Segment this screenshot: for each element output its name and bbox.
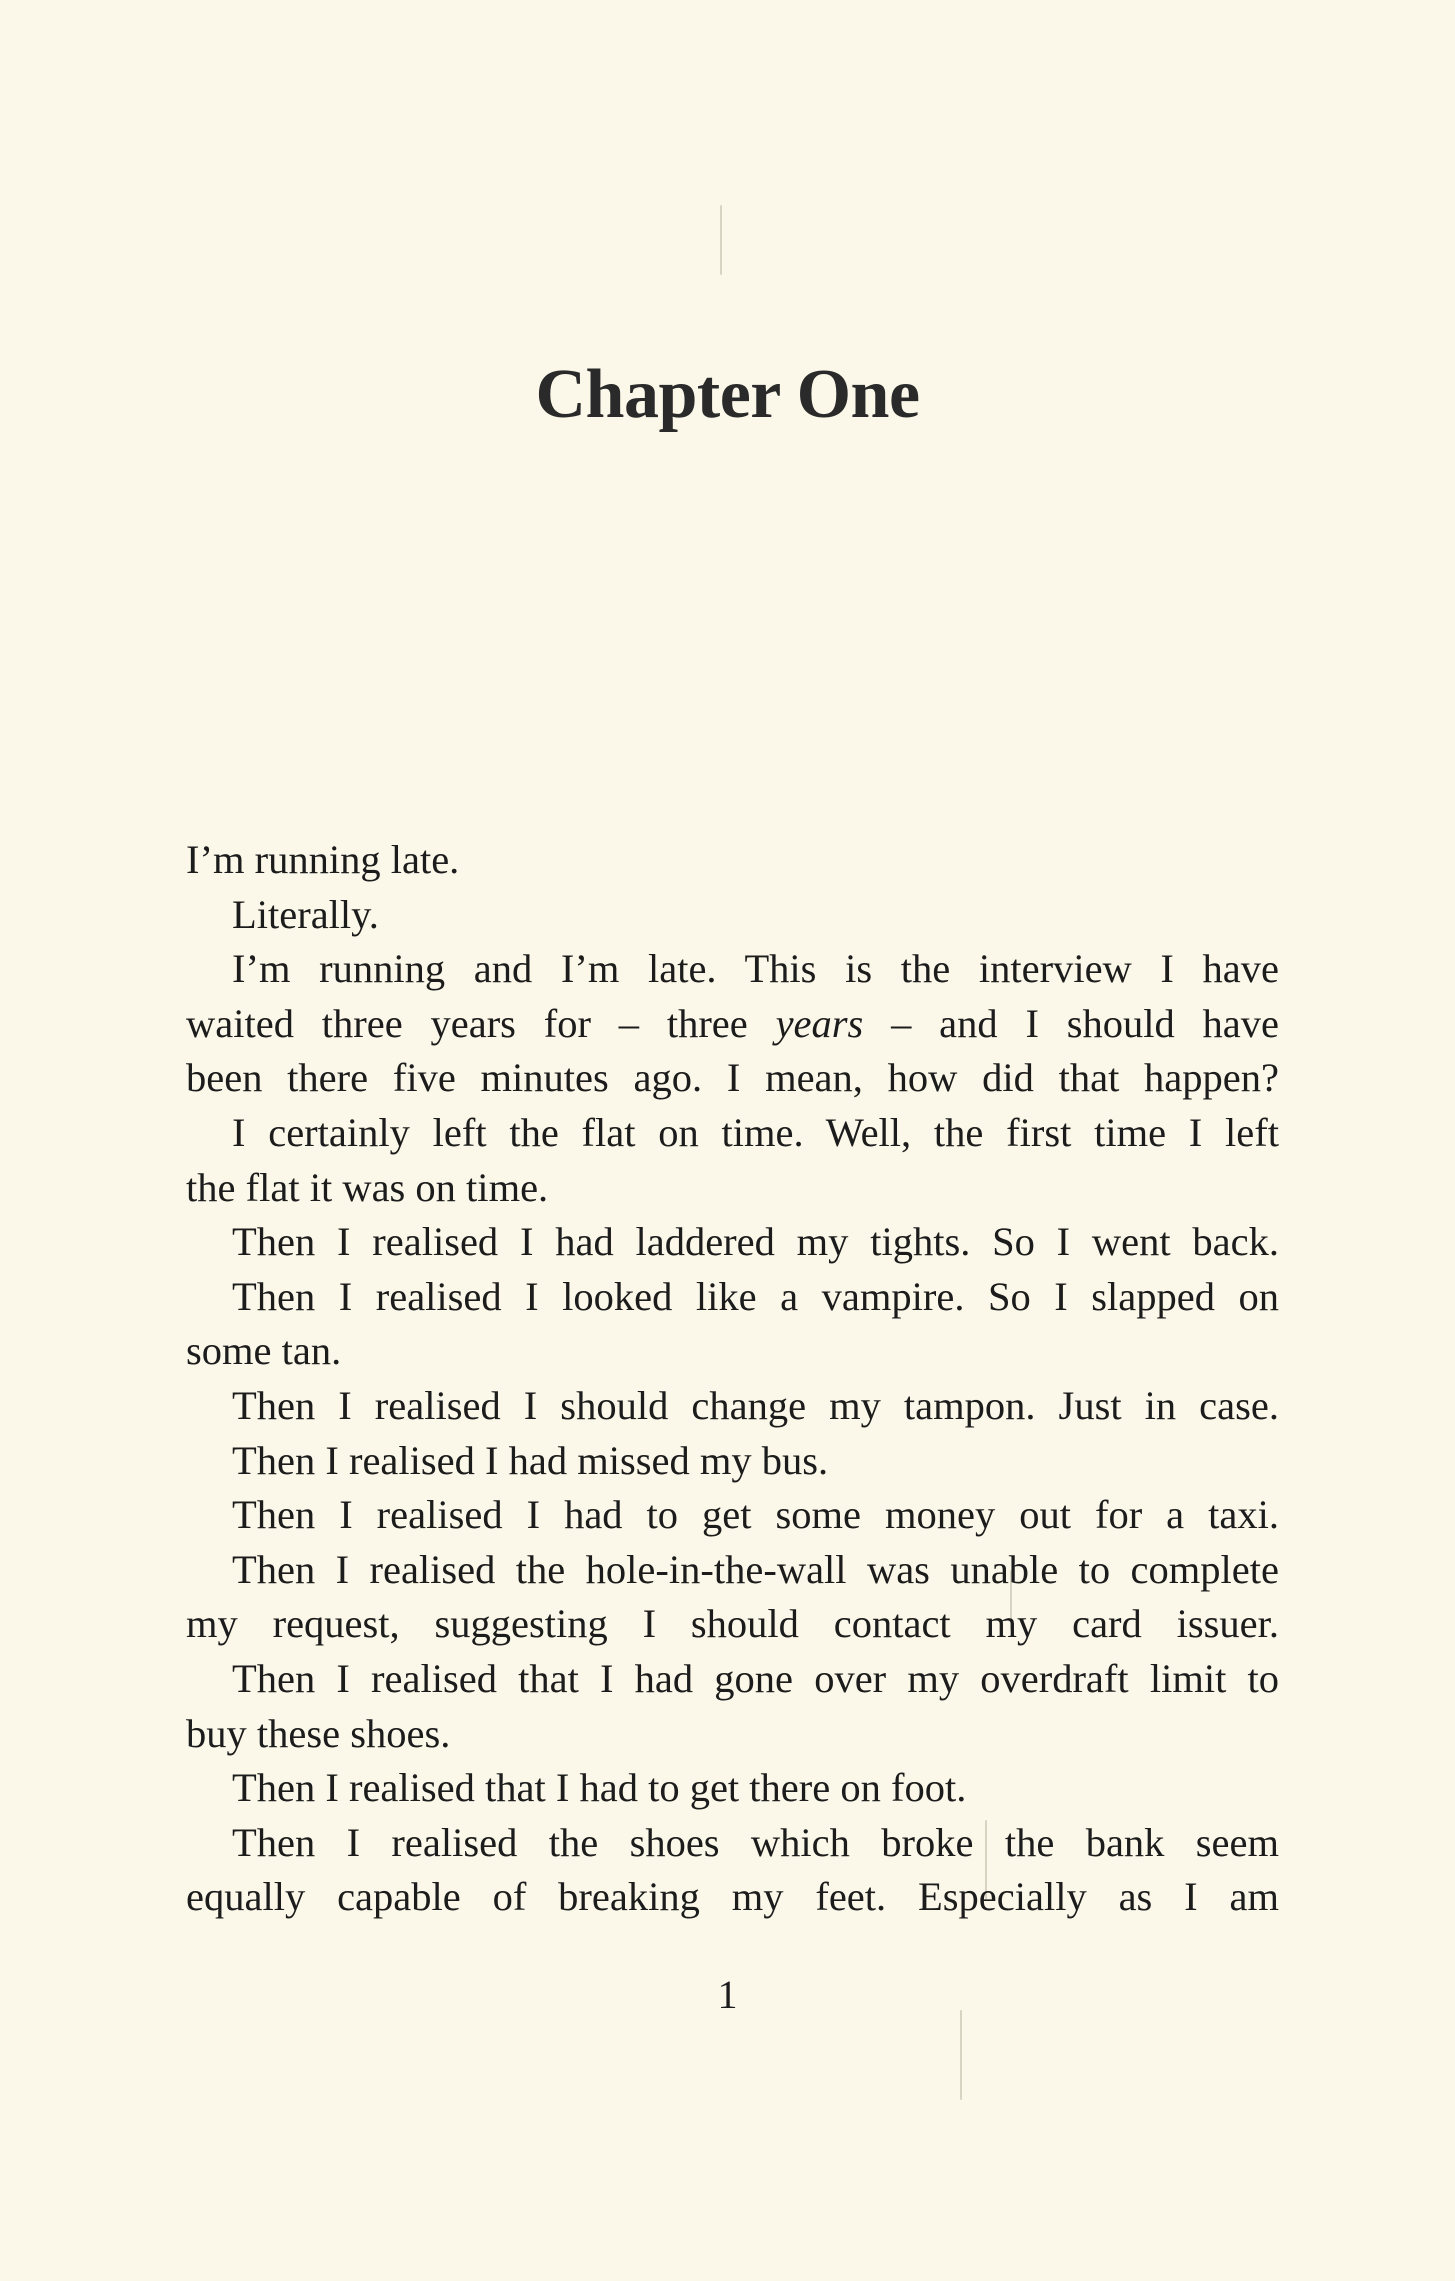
text-line-13: Then I realised I had to get some money out for a taxi. (232, 1492, 1279, 1538)
text-line-18: Then I realised that I had to get there on foot. (232, 1765, 967, 1811)
text-line-20: equally capable of breaking my feet. Especially as I am (186, 1874, 1279, 1920)
chapter-title: Chapter One (535, 355, 920, 433)
page-number: 1 (717, 1972, 738, 2017)
body-text (186, 833, 1279, 1925)
emphasis-years: years (775, 1000, 864, 1046)
text-line-15: my request, suggesting I should contact my card issuer. (186, 1601, 1279, 1647)
text-line-19: Then I realised the shoes which broke the bank seem (232, 1819, 1279, 1865)
text-line-3: I’m running and I’m late. This is the interview I have (232, 946, 1279, 992)
text-line-1: I’m running late. (186, 837, 460, 882)
text-line-6: I certainly left the flat on time. Well, the first time I left (232, 1109, 1279, 1155)
text-line-17: buy these shoes. (186, 1710, 451, 1756)
text-line-4: waited three years for – three years – and I should have (186, 1000, 1279, 1046)
text-line-9: Then I realised I looked like a vampire. So I slapped on (232, 1273, 1279, 1319)
text-line-11: Then I realised I should change my tampon. Just in case. (232, 1382, 1279, 1428)
text-line-8: Then I realised I had laddered my tights. So I went back. (232, 1219, 1279, 1265)
text-line-5: been there five minutes ago. I mean, how did that happen? (186, 1055, 1279, 1101)
paper-mark (960, 2010, 962, 2100)
text-line-14: Then I realised the hole-in-the-wall was unable to complete (232, 1546, 1279, 1592)
text-line-10: some tan. (186, 1328, 342, 1374)
text-line-7: the flat it was on time. (186, 1164, 549, 1210)
text-line-12: Then I realised I had missed my bus. (232, 1437, 829, 1483)
paper-mark (720, 205, 722, 275)
text-line-16: Then I realised that I had gone over my overdraft limit to (232, 1655, 1279, 1701)
text-line-2: Literally. (232, 891, 379, 937)
